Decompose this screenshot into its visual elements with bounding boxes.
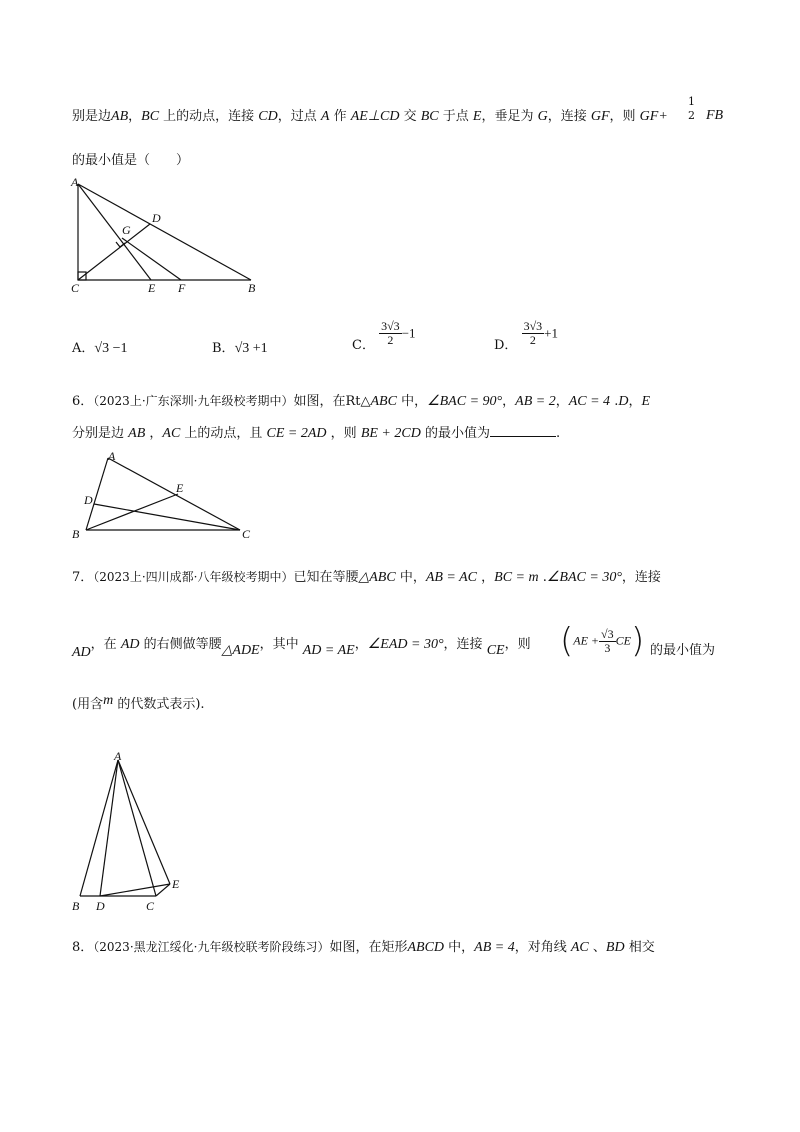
label-A: A: [114, 752, 122, 763]
label-B: B: [72, 899, 80, 912]
q7-expression: (AE + $\frac{√3}{3}$ CE): [560, 621, 645, 661]
label-D: D: [96, 899, 105, 912]
option-c-fraction: $\frac{3√3}{2}$: [381, 319, 400, 347]
label-C: C: [146, 899, 155, 912]
answer-blank[interactable]: [490, 424, 556, 437]
q5-option-d: D． $\frac{3√3}{2}$ +1: [494, 319, 559, 353]
q5-option-b: B．√3 +1: [212, 341, 268, 356]
q7-line3: (用含m 的代数式表示).: [72, 693, 205, 712]
q5-option-a: A．√3 −1: [72, 341, 128, 356]
label-A: A: [108, 449, 116, 463]
label-D: D: [152, 211, 161, 225]
label-G: G: [122, 223, 131, 237]
label-F: F: [178, 281, 186, 295]
q7-line2: AD，在 AD 的右侧做等腰△ADE，其中 AD = AE，∠EAD = 30°，连接 CE，则: [72, 637, 531, 660]
q5-half-fraction: [688, 96, 695, 122]
fraction-numerator: 1: [688, 95, 695, 108]
option-d-fraction: $\frac{3√3}{2}$: [523, 319, 543, 347]
label-B: B: [72, 527, 80, 541]
q6-line1: 6．（2023上·广东深圳·九年级校考期中）如图，在Rt△ABC 中，∠BAC = 90°，AB = 2，AC = 4 .D，E: [72, 394, 651, 409]
q5-option-c: C． $\frac{3√3}{2}$ −1: [352, 319, 416, 353]
label-E: E: [172, 877, 180, 891]
q8-line1: 8．（2023·黑龙江绥化·九年级校联考阶段练习）如图，在矩形ABCD 中，AB = 4，对角线 AC 、BD 相交: [72, 940, 655, 955]
q7-fraction: $\frac{√3}{3}$: [601, 626, 614, 655]
q7-line2-end: 的最小值为: [650, 643, 716, 658]
label-D: D: [84, 493, 93, 507]
fraction-denominator: 2: [688, 109, 695, 122]
label-C: C: [242, 527, 251, 541]
label-A: A: [71, 176, 79, 189]
label-B: B: [248, 281, 256, 295]
q5-line1: 别是边AB，BC 上的动点，连接 CD，过点 A 作 AE⊥CD 交 BC 于点 E，垂足为 G，连接 GF，则 GF+: [72, 109, 668, 124]
label-E: E: [148, 281, 156, 295]
q6-line2: 分别是边 AB ，AC 上的动点，且 CE = 2AD ，则 BE + 2CD 的最小值为 .: [72, 426, 561, 441]
label-E: E: [176, 481, 184, 495]
q7-line1: 7．（2023上·四川成都·八年级校考期中）已知在等腰△ABC 中，AB = AC ，BC = m .∠BAC = 30°，连接: [72, 570, 661, 585]
q7-figure: [66, 752, 196, 912]
q6-figure: [68, 448, 268, 548]
label-C: C: [71, 281, 80, 295]
paren-left: (: [560, 621, 574, 661]
q5-fb: FB: [706, 108, 724, 123]
q5-figure: [68, 176, 268, 296]
paren-right: ): [630, 621, 645, 661]
q5-line2: 的最小值是（ ）: [72, 153, 190, 168]
